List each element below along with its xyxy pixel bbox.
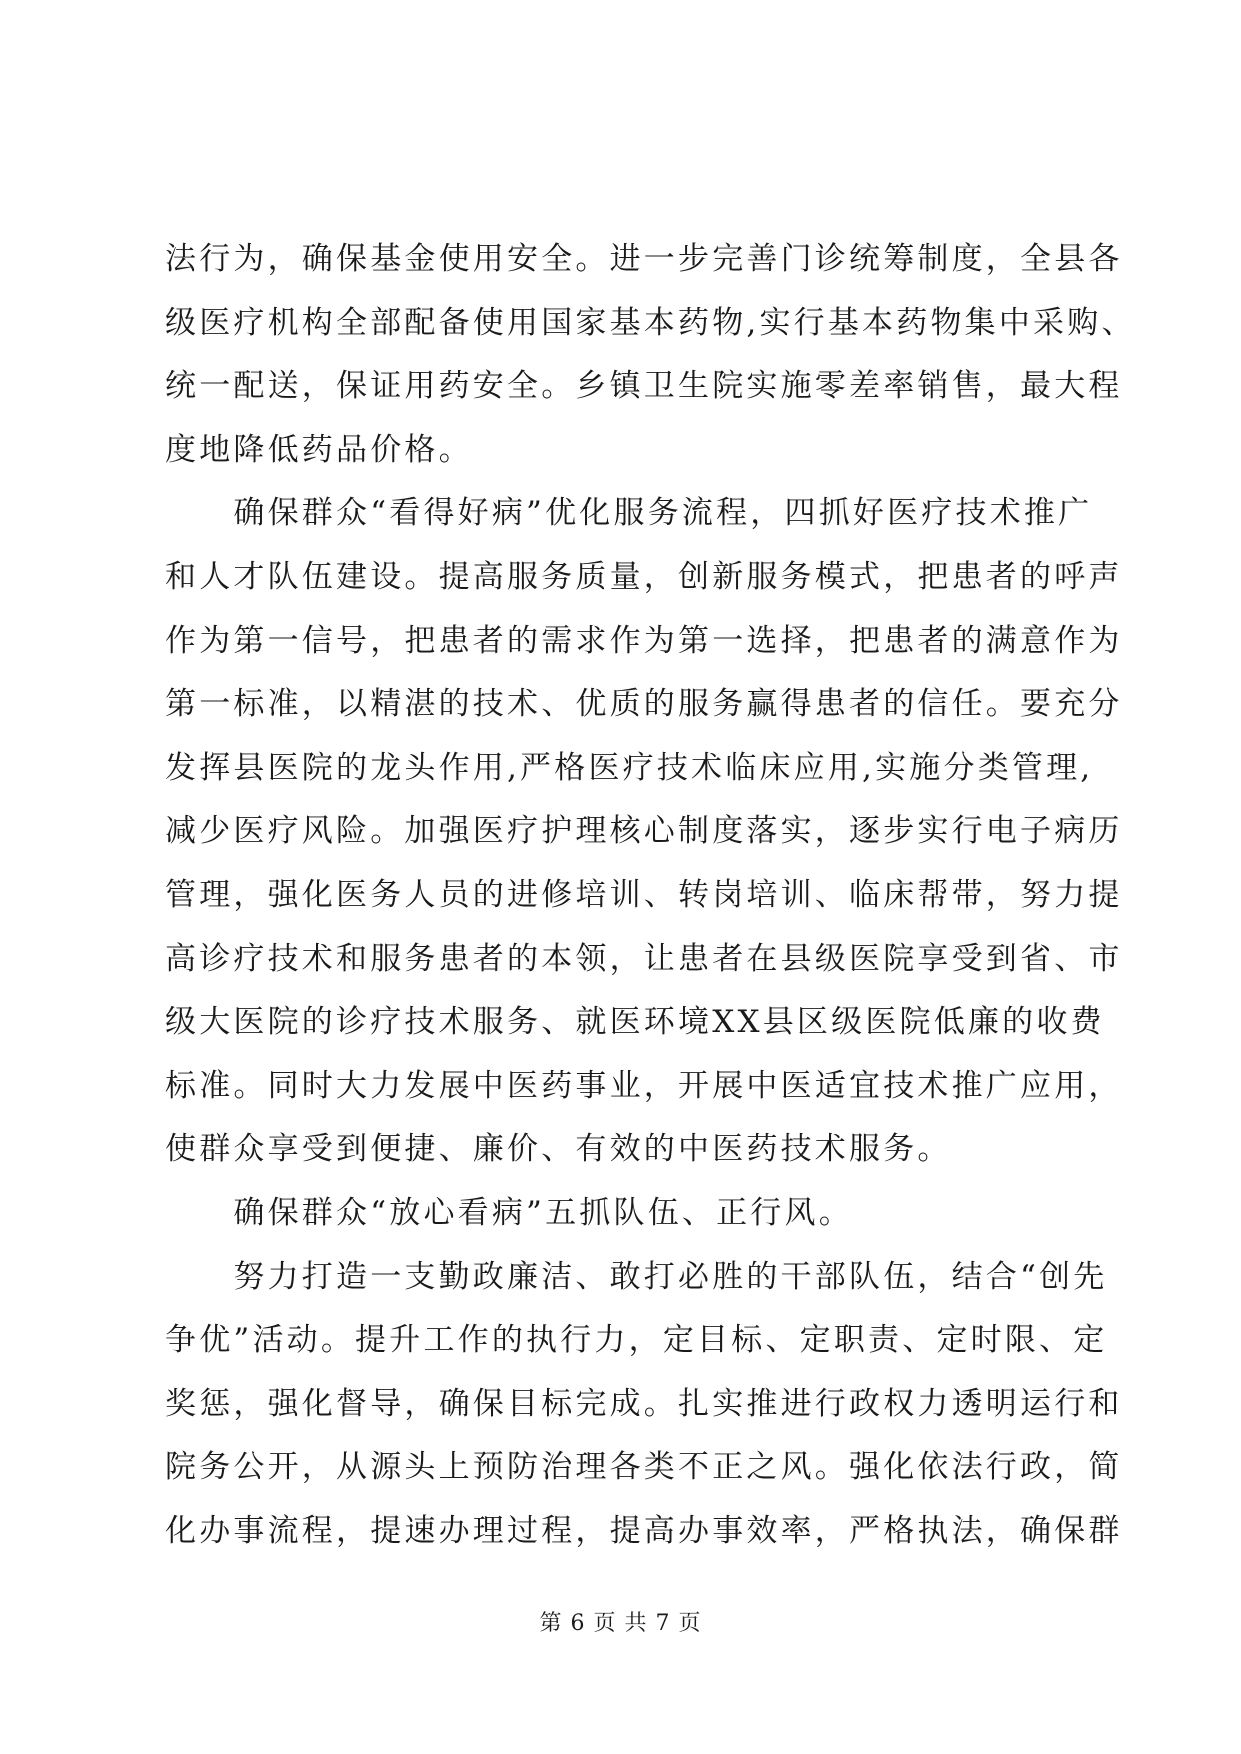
body-text <box>165 228 1136 1563</box>
text-line: 确保群众“看得好病”优化服务流程，四抓好医疗技术推广 <box>165 495 1093 532</box>
text-line: 高诊疗技术和服务患者的本领，让患者在县级医院享受到省、市 <box>165 940 1123 977</box>
text-line: 标准。同时大力发展中医药事业，开展中医适宜技术推广应用， <box>165 1067 1123 1104</box>
text-line: 确保群众“放心看病”五抓队伍、正行风。 <box>165 1194 853 1231</box>
text-line: 度地降低药品价格。 <box>165 431 473 468</box>
text-line: 争优”活动。提升工作的执行力，定目标、定职责、定时限、定 <box>165 1322 1108 1359</box>
text-line: 管理，强化医务人员的进修培训、转岗培训、临床帮带，努力提 <box>165 876 1123 913</box>
text-line: 化办事流程，提速办理过程，提高办事效率，严格执法，确保群 <box>165 1512 1123 1549</box>
text-line: 发挥县医院的龙头作用,严格医疗技术临床应用,实施分类管理, <box>165 749 1094 786</box>
text-line: 统一配送，保证用药安全。乡镇卫生院实施零差率销售，最大程 <box>165 368 1123 405</box>
page-number-footer: 第 6 页 共 7 页 <box>539 1611 702 1636</box>
text-line: 减少医疗风险。加强医疗护理核心制度落实，逐步实行电子病历 <box>165 813 1123 850</box>
text-line: 级大医院的诊疗技术服务、就医环境XX县区级医院低廉的收费 <box>165 1004 1105 1041</box>
text-line: 级医疗机构全部配备使用国家基本药物,实行基本药物集中采购、 <box>165 304 1136 341</box>
text-line: 和人才队伍建设。提高服务质量，创新服务模式，把患者的呼声 <box>165 558 1123 595</box>
text-line: 使群众享受到便捷、廉价、有效的中医药技术服务。 <box>165 1131 952 1168</box>
text-line: 院务公开，从源头上预防治理各类不正之风。强化依法行政，简 <box>165 1449 1123 1486</box>
text-line: 作为第一信号，把患者的需求作为第一选择，把患者的满意作为 <box>165 622 1123 659</box>
text-line: 法行为，确保基金使用安全。进一步完善门诊统筹制度，全县各 <box>165 241 1123 277</box>
text-line: 第一标准，以精湛的技术、优质的服务赢得患者的信任。要充分 <box>165 686 1123 723</box>
text-line: 努力打造一支勤政廉洁、敢打必胜的干部队伍，结合“创先 <box>165 1258 1108 1295</box>
text-line: 奖惩，强化督导，确保目标完成。扎实推进行政权力透明运行和 <box>165 1385 1123 1422</box>
